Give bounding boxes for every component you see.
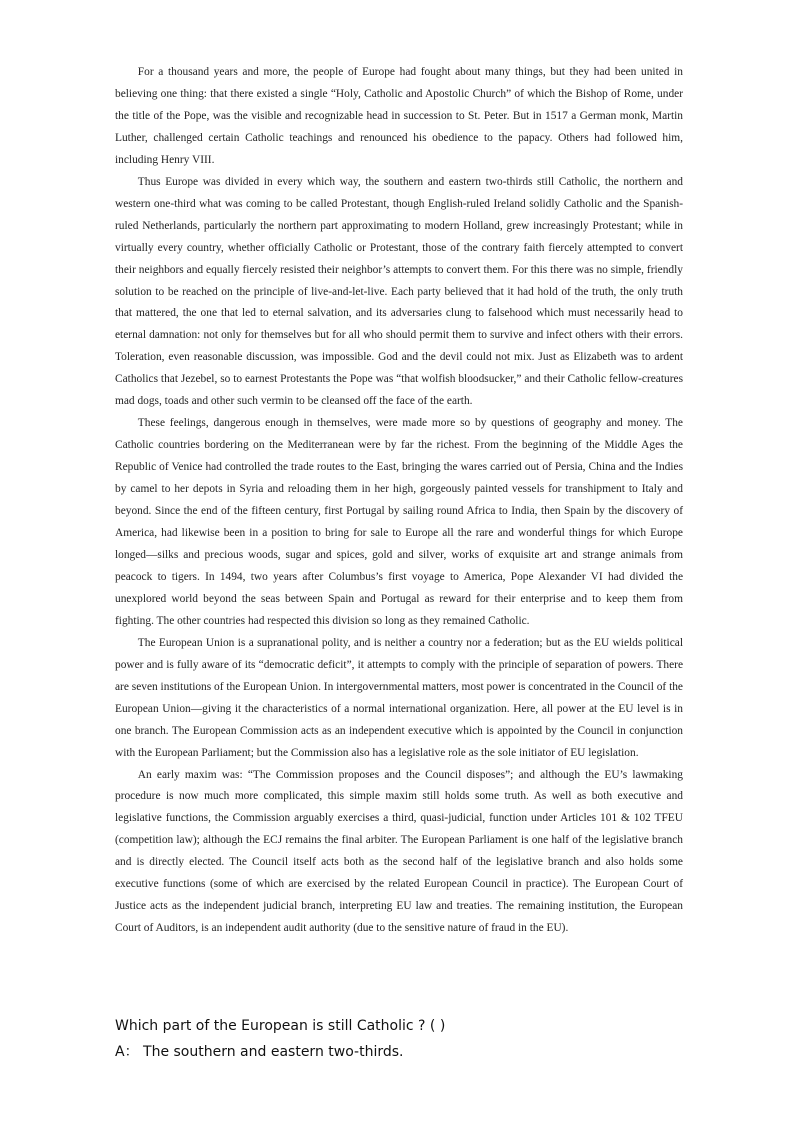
question-text: Which part of the European is still Catholic ? ( ) bbox=[115, 1018, 446, 1034]
paragraph-geography-money: These feelings, dangerous enough in themselves, were made more so by questions of geography and money. The Catholic countries bordering on the Mediterranean were by far the richest. From the beginning of the Middle Ages the Republic of Venice had controlled the trade routes to the East, bringing the wares carried out of Persia, China and the Indies by camel to her depots in Syria and reloading them in her high, gorgeously painted vessels for transhipment to Italy and beyond. Since the end of the fifteen century, first Portugal by sailing round Africa to India, then Spain by the discovery of America, had likewise been in a position to bring for sale to Europe all the rare and wonderful things for which Europe longed—silks and precious woods, sugar and spices, gold and silver, works of exquisite art and strange animals from peacock to tigers. In 1494, two years after Columbus’s first voyage to America, Pope Alexander VI had divided the unexplored world beyond the seas between Spain and Portugal as reward for their enterprise and to keep them from fighting. The other countries had respected this division so long as they remained Catholic. bbox=[115, 417, 683, 627]
answer-text: A： The southern and eastern two-thirds. bbox=[115, 1044, 404, 1060]
passage-scan bbox=[115, 62, 683, 940]
paragraph-europe-divided: Thus Europe was divided in every which way, the southern and eastern two-thirds still Catholic, the northern and western one-third what was coming to be called Protestant, though English-ruled Ireland solidly Catholic and the Spanish-ruled Netherlands, particularly the northern part approximating to modern Holland, grew increasingly Protestant; while in virtually every country, whether officially Catholic or Protestant, those of the contrary faith fiercely attempted to convert their neighbors and equally fiercely resisted their neighbor’s attempts to convert them. For this there was no simple, friendly solution to be reached on the principle of live-and-let-live. Each party believed that it had hold of the truth, the only truth that mattered, the one that led to eternal salvation, and its adversaries clung to falsehood which must necessarily head to eternal damnation: not only for themselves but for all who should permit them to survive and infect others with their errors. Toleration, even reasonable discussion, was impossible. God and the devil could not mix. Just as Elizabeth was to ardent Catholics that Jezebel, so to earnest Protestants the Pope was “that wolfish bloodsucker,” and their Catholic fellow-creatures mad dogs, toads and other such vermin to be cleansed off the face of the earth. bbox=[115, 175, 683, 408]
paragraph-european-union: The European Union is a supranational polity, and is neither a country nor a federation; but as the EU wields political power and is fully aware of its “democratic deficit”, it attempts to comply with the principle of separation of powers. There are seven institutions of the European Union. In intergovernmental matters, most power is concentrated in the Council of the European Union—giving it the characteristics of a normal international organization. Here, all power at the EU level is in one branch. The European Commission acts as an independent executive which is appointed by the Council in conjunction with the European Parliament; but the Commission also has a legislative role as the sole initiator of EU legislation. bbox=[115, 636, 683, 759]
paragraph-catholic-church: For a thousand years and more, the people of Europe had fought about many things, but they had been united in believing one thing: that there existed a single “Holy, Catholic and Apostolic Church” of which the Bishop of Rome, under the title of the Pope, was the visible and recognizable head in succession to St. Peter. But in 1517 a German monk, Martin Luther, challenged certain Catholic teachings and renounced his obedience to the papacy. Others had followed him, including Henry VIII. bbox=[115, 66, 683, 166]
paragraph-commission-maxim: An early maxim was: “The Commission proposes and the Council disposes”; and although the EU’s lawmaking procedure is now much more complicated, this simple maxim still holds some truth. As well as both executive and legislative functions, the Commission arguably exercises a third, quasi-judicial, function under Articles 101 & 102 TFEU (competition law); although the ECJ remains the final arbiter. The European Parliament is one half of the legislative branch and is directly elected. The Council itself acts both as the second half of the legislative branch and also holds some executive functions (some of which are exercised by the related European Council in practice). The European Court of Justice acts as the independent judicial branch, interpreting EU law and treaties. The remaining institution, the European Court of Auditors, is an independent audit authority (due to the sensitive nature of fraud in the EU). bbox=[115, 768, 683, 935]
